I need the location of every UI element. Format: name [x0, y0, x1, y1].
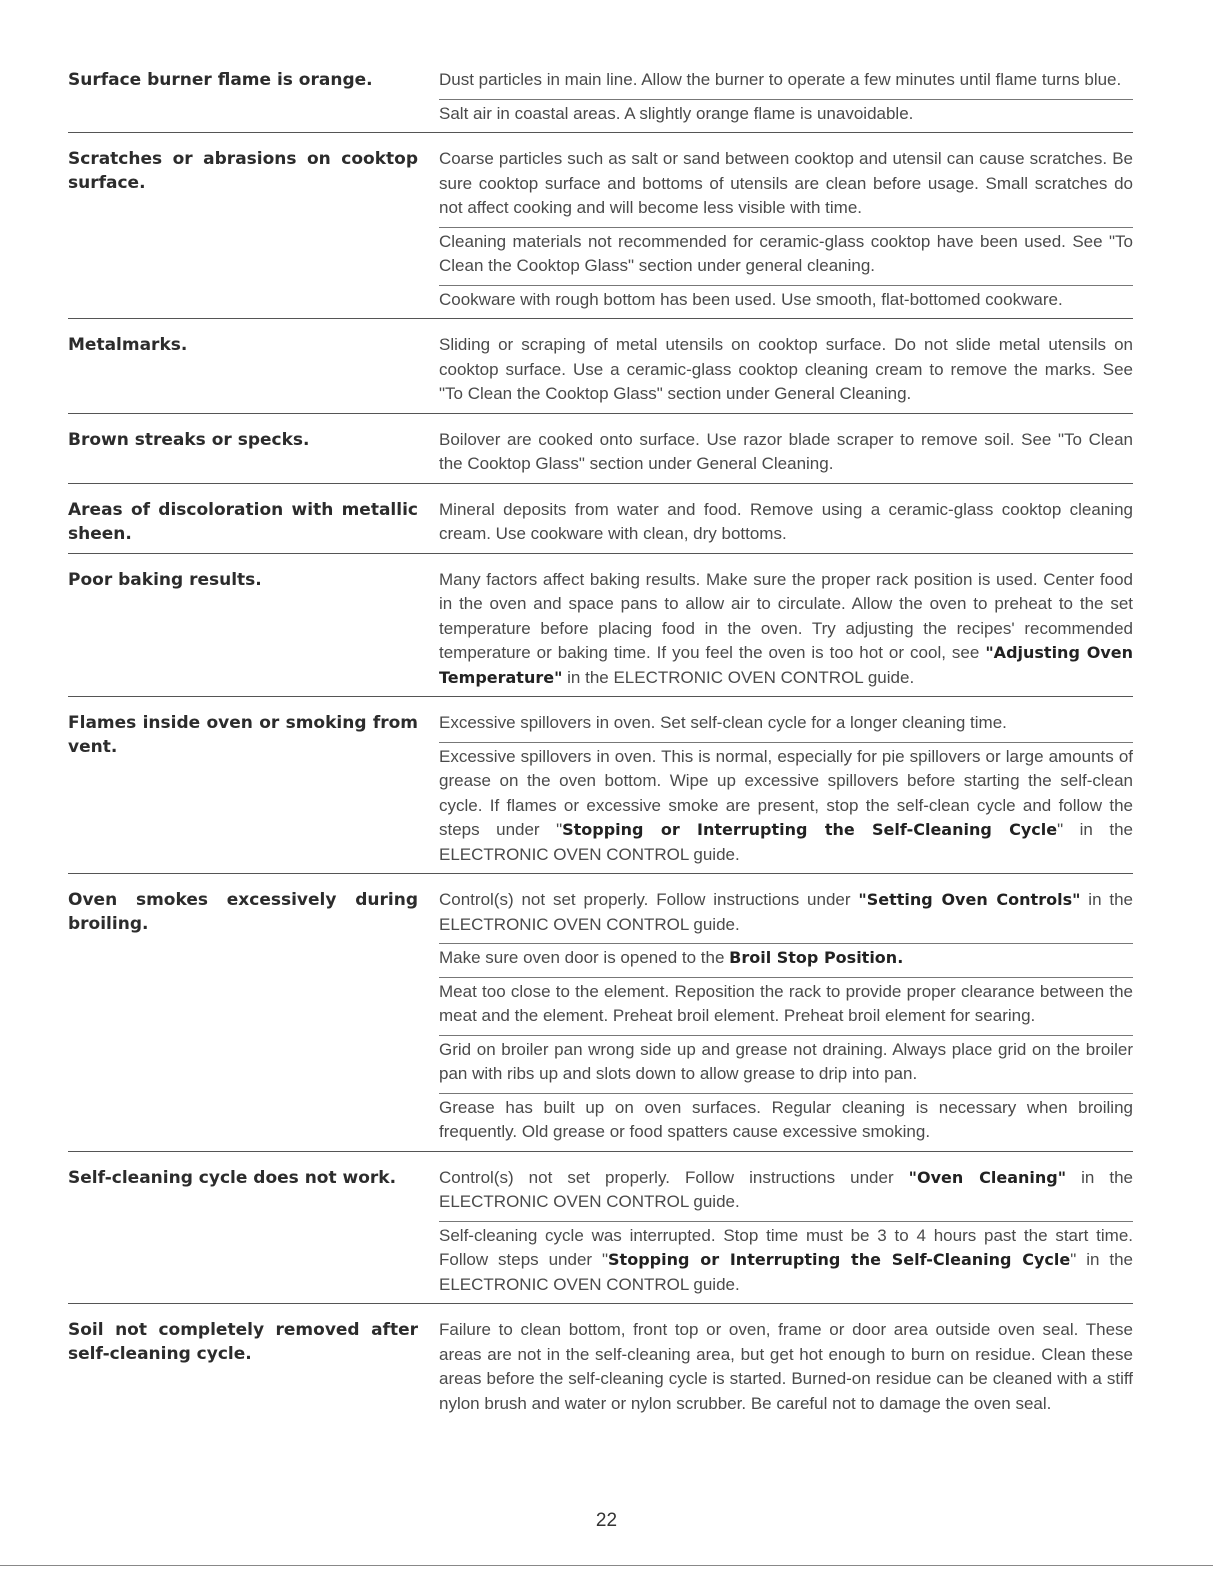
problem-label: Self-cleaning cycle does not work. — [68, 1167, 397, 1188]
cause-list — [439, 886, 1133, 1151]
cause-item: Dust particles in main line. Allow the burner to operate a few minutes until flame turns blue. — [439, 70, 1122, 89]
page-bottom-rule — [0, 1565, 1213, 1566]
cause-list — [439, 1316, 1133, 1422]
table-row — [68, 1304, 1133, 1422]
cause-item: Grid on broiler pan wrong side up and grease not draining. Always place grid on the broiler pan with ribs up and slots down to allow grease to drip into pan. — [439, 1035, 1133, 1093]
cause-text: Make sure oven door is opened to the — [439, 948, 730, 967]
table-row — [68, 1152, 1133, 1305]
cause-item — [439, 943, 1133, 977]
problem-label: Poor baking results. — [68, 569, 262, 590]
cause-item: Cookware with rough bottom has been used. Use smooth, flat-bottomed cookware. — [439, 285, 1133, 319]
cause-item: Meat too close to the element. Reposition the rack to provide proper clearance between the meat and the element. Preheat broil element. Preheat broil element for searing. — [439, 977, 1133, 1035]
cause-text: Excessive spillovers in oven. This is normal, especially for pie spillovers or large amounts of grease on the oven bottom. Wipe up excessive spillovers before starting the self-clean cycle. If flames or excessive smoke are present, stop the self-clean cycle and follow the steps under " — [439, 746, 1133, 839]
cause-emphasis: Stopping or Interrupting the Self-Cleaning Cycle — [608, 1250, 1071, 1269]
cause-item — [439, 886, 1133, 943]
cause-text: in the ELECTRONIC OVEN CONTROL guide. — [439, 1167, 1133, 1211]
cause-emphasis: "Setting Oven Controls" — [858, 890, 1081, 909]
cause-text: Control(s) not set properly. Follow instructions under — [439, 1167, 909, 1187]
table-row — [68, 697, 1133, 874]
cause-emphasis: "Oven Cleaning" — [908, 1167, 1067, 1187]
cause-list — [439, 145, 1133, 318]
cause-item: Boilover are cooked onto surface. Use razor blade scraper to remove soil. See "To Clean the Cooktop Glass" section under General Cleaning. — [439, 429, 1133, 473]
problem-label: Oven smokes excessively during broiling. — [68, 890, 418, 934]
cause-item: Failure to clean bottom, front top or oven, frame or door area outside oven seal. These areas are not in the self-cleaning area, but get hot enough to burn on residue. Clean these areas before the self-cleaning cycle is started. Burned-on residue can be cleaned with a stiff nylon brush and water or nylon scrubber. Be careful not to damage the oven seal. — [439, 1320, 1133, 1413]
cause-item — [439, 742, 1133, 874]
cause-item — [439, 566, 1133, 697]
table-row — [68, 319, 1133, 414]
problem-label: Brown streaks or specks. — [68, 429, 310, 450]
cause-item: Mineral deposits from water and food. Remove using a ceramic-glass cooktop cleaning cream. Use cookware with clean, dry bottoms. — [439, 499, 1133, 543]
cause-item — [439, 1164, 1133, 1221]
table-row — [68, 874, 1133, 1152]
cause-list — [439, 1164, 1133, 1304]
table-row — [68, 554, 1133, 698]
problem-label: Soil not completely removed after self-cleaning cycle. — [68, 1320, 418, 1364]
cause-list — [439, 566, 1133, 697]
cause-list — [439, 331, 1133, 413]
cause-text: Many factors affect baking results. Make sure the proper rack position is used. Center food in the oven and space pans to allow air to circulate. Allow the oven to preheat to the set temperature before placing food in the oven. Try adjusting the recipes' recommended temperature or baking time. If you feel the oven is too hot or cool, see — [439, 569, 1133, 662]
table-row — [68, 414, 1133, 484]
problem-label: Scratches or abrasions on cooktop surface. — [68, 149, 418, 193]
cause-list — [439, 496, 1133, 553]
page-number: 22 — [595, 1510, 618, 1531]
cause-item: Excessive spillovers in oven. Set self-clean cycle for a longer cleaning time. — [439, 713, 1007, 732]
cause-item: Cleaning materials not recommended for ceramic-glass cooktop have been used. See "To Clean the Cooktop Glass" section under general cleaning. — [439, 227, 1133, 285]
cause-emphasis: Stopping or Interrupting the Self-Cleaning Cycle — [562, 820, 1058, 839]
cause-text: in the ELECTRONIC OVEN CONTROL guide. — [562, 667, 915, 687]
cause-item: Coarse particles such as salt or sand between cooktop and utensil can cause scratches. Be sure cooktop surface and bottoms of utensils are clean before usage. Small scratches do not affect cooking and will become less visible with time. — [439, 149, 1133, 217]
problem-label: Areas of discoloration with metallic sheen. — [68, 499, 418, 544]
cause-list — [439, 709, 1133, 873]
troubleshooting-table — [68, 62, 1133, 1422]
cause-emphasis: "Adjusting Oven Temperature" — [439, 643, 1134, 687]
table-row — [68, 62, 1133, 133]
cause-text: Self-cleaning cycle was interrupted. Stop time must be 3 to 4 hours past the start time. Follow steps under " — [439, 1225, 1133, 1269]
cause-list — [439, 426, 1133, 483]
cause-text: in the ELECTRONIC OVEN CONTROL guide. — [439, 890, 1134, 934]
problem-label: Flames inside oven or smoking from vent. — [68, 713, 418, 757]
table-row — [68, 133, 1133, 319]
table-row — [68, 484, 1133, 554]
cause-text: " in the ELECTRONIC OVEN CONTROL guide. — [439, 1250, 1133, 1294]
cause-text: " in the ELECTRONIC OVEN CONTROL guide. — [439, 820, 1133, 864]
problem-label: Metalmarks. — [68, 335, 188, 355]
cause-text: Control(s) not set properly. Follow instructions under — [439, 890, 859, 909]
cause-item — [439, 1221, 1133, 1304]
problem-label: Surface burner flame is orange. — [68, 70, 373, 90]
cause-item: Salt air in coastal areas. A slightly orange flame is unavoidable. — [439, 99, 1133, 133]
cause-list — [439, 66, 1133, 132]
cause-item: Grease has built up on oven surfaces. Regular cleaning is necessary when broiling frequently. Old grease or food spatters cause excessive smoking. — [439, 1093, 1133, 1151]
cause-emphasis: Broil Stop Position. — [729, 948, 904, 967]
cause-item: Sliding or scraping of metal utensils on cooktop surface. Do not slide metal utensils on cooktop surface. Use a ceramic-glass cooktop cleaning cream to remove the marks. See "To Clean the Cooktop Glass" section under General Cleaning. — [439, 335, 1133, 403]
